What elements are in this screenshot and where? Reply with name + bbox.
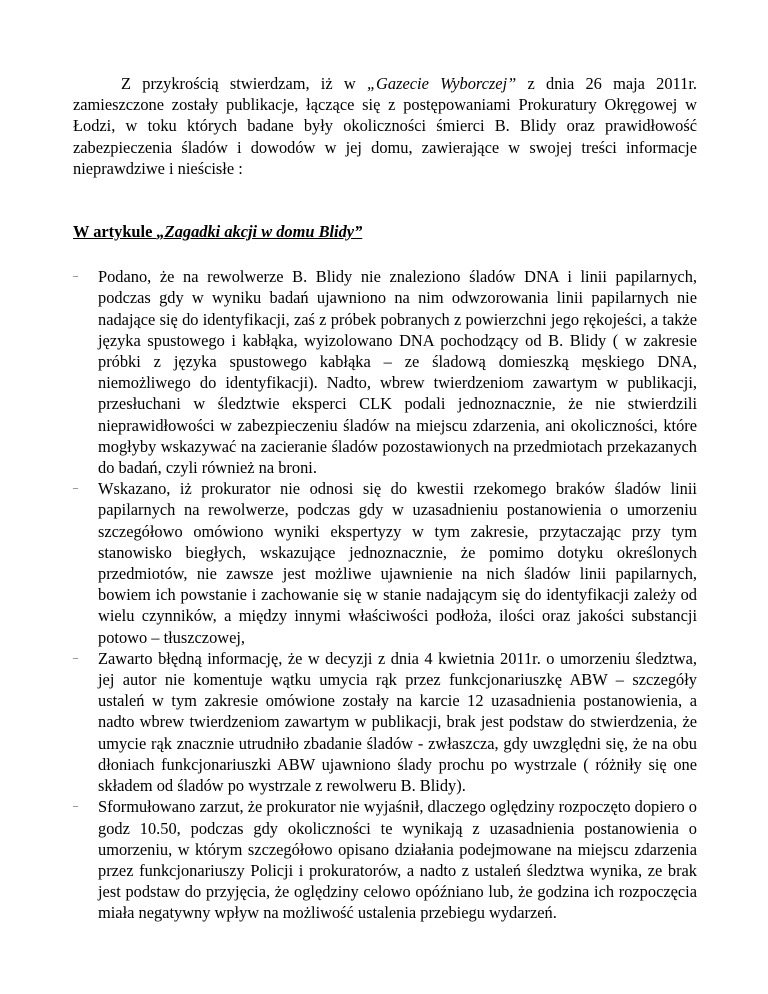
section-heading [73, 221, 697, 242]
list-item [73, 266, 697, 478]
intro-text-after: z dnia 26 maja 2011r. zamieszczone zostały publikacje, łączące się z postępowaniami Prokuratury Okręgowej w Łodzi, w toku których badane były okoliczności śmierci B. Blidy oraz prawidłowość zabezpieczenia śladów i dowodów w jej domu, zawierające w swojej treści informacje nieprawdziwe i nieścisłe : [73, 74, 697, 178]
intro-paragraph [73, 73, 697, 179]
dash-bullet-icon [73, 478, 78, 499]
section-heading-prefix: W artykule [73, 222, 157, 242]
dash-bullet-icon [73, 648, 78, 669]
list-item [73, 796, 697, 923]
list-item-text: Wskazano, iż prokurator nie odnosi się do kwestii rzekomego braków śladów linii papilarnych na rewolwerze, podczas gdy w uzasadnieniu postanowienia o umorzeniu szczegółowo omówiono wyniki ekspertyzy w tym zakresie, przytaczając przy tym stanowisko biegłych, wskazujące jednoznacznie, że pomimo dotyku określonych przedmiotów, nie zawsze jest możliwe ujawnienie na nich śladów linii papilarnych, bowiem ich powstanie i zachowanie się w stanie nadającym się do identyfikacji zależy od wielu czynników, a między innymi właściwości podłoża, ilości oraz jakości substancji potowo – tłuszczowej, [98, 479, 697, 647]
newspaper-name: „Gazecie Wyborczej” [366, 74, 517, 93]
dash-bullet-icon [73, 266, 78, 287]
dash-bullet-icon [73, 796, 78, 817]
list-item [73, 648, 697, 796]
list-item [73, 478, 697, 648]
list-item-text: Sformułowano zarzut, że prokurator nie wyjaśnił, dlaczego oględziny rozpoczęto dopiero o godz 10.50, podczas gdy okoliczności te wynikają z uzasadnienia postanowienia o umorzeniu, w którym szczegółowo opisano działania podejmowane na miejscu zdarzenia przez funkcjonariuszy Policji i prokuratorów, a nadto z ustaleń śledztwa wynika, ze brak jest podstaw do przyjęcia, że oględziny celowo opóźniano lub, że godzina ich rozpoczęcia miała negatywny wpływ na możliwość ustalenia przebiegu wydarzeń. [98, 797, 697, 923]
list-item-text: Podano, że na rewolwerze B. Blidy nie znaleziono śladów DNA i linii papilarnych, podczas gdy w wyniku badań ujawniono na nim odwzorowania linii papilarnych nie nadające się do identyfikacji, zaś z próbek pobranych z powierzchni jego rękojeści, a także języka spustowego i kabłąka, wyizolowano DNA pochodzący od B. Blidy ( w zakresie próbki z języka spustowego kabłąka – ze śladową domieszką męskiego DNA, niemożliwego do identyfikacji). Nadto, wbrew twierdzeniom zawartym w publikacji, przesłuchani w śledztwie eksperci CLK podali jednoznacznie, że nie stwierdzili nieprawidłowości w zabezpieczeniu śladów na miejscu zdarzenia, ani okoliczności, które mogłyby wskazywać na zacieranie śladów pozostawionych na przedmiotach przekazanych do badań, czyli również na broni. [98, 267, 697, 478]
list-item-text: Zawarto błędną informację, że w decyzji z dnia 4 kwietnia 2011r. o umorzeniu śledztwa, jej autor nie komentuje wątku umycia rąk przez funkcjonariuszkę ABW – szczegóły ustaleń w tym zakresie omówione zostały na karcie 12 uzasadnienia postanowienia, a nadto wbrew twierdzeniom zawartym w publikacji, brak jest podstaw do stwierdzenia, że umycie rąk znacznie utrudniło zbadanie śladów - zwłaszcza, gdy uwzględni się, że na obu dłoniach funkcjonariuszki ABW ujawniono ślady prochu po wystrzale ( różniły się one składem od śladów po wystrzale z rewolweru B. Blidy). [98, 648, 697, 796]
document-page [73, 73, 697, 924]
intro-text-before: Z przykrością stwierdzam, iż w [121, 74, 367, 93]
article-title: „Zagadki akcji w domu Blidy” [156, 222, 363, 242]
points-list [73, 266, 697, 923]
